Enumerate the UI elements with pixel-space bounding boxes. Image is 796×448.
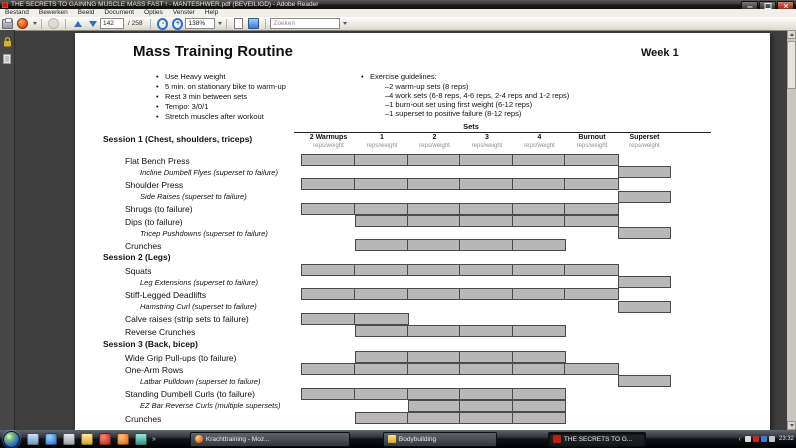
set-cell [407,288,462,300]
set-cell [354,313,410,325]
set-cell [459,412,515,424]
start-button[interactable] [3,431,20,448]
set-cell [459,203,515,215]
column-sublabel: reps/weight [576,143,608,149]
set-cell [354,363,410,375]
exercise-label: Dips (to failure) [125,216,183,227]
column-sublabel: reps/weight [313,143,344,149]
set-cell [512,412,567,424]
guideline-item: – 1 superset to positive failure (8-12 reps) [385,109,521,118]
column-sublabel: reps/weight [471,143,503,149]
next-page-icon[interactable] [87,19,98,29]
antivirus-icon[interactable] [99,433,111,445]
security-lock-icon[interactable] [2,36,12,47]
fit-page-icon[interactable] [233,19,244,29]
send-dropdown-icon[interactable] [33,22,37,25]
set-cell [459,288,515,300]
guideline-item: – 1 burn-out set using first weight (6-12 reps) [385,100,532,109]
set-cell [459,178,515,190]
send-collaborate-icon[interactable] [17,19,28,29]
set-cell [512,178,567,190]
set-cell [459,400,515,412]
taskbar-button[interactable] [190,432,350,447]
set-cell [355,325,409,337]
routine-bullet: • Rest 3 min between sets [165,92,247,101]
set-cell [459,215,515,227]
set-cell [512,363,567,375]
exercise-label: Squats [125,265,152,276]
firefox-icon [195,435,203,443]
zoom-in-icon[interactable]: + [172,19,183,29]
routine-bullet: • 5 min. on stationary bike to warm-up [165,82,286,91]
set-cell [459,154,515,166]
set-cell [407,325,462,337]
page-thumbnails-icon[interactable] [2,53,12,64]
set-cell [459,264,515,276]
column-sublabel: reps/weight [629,143,660,149]
taskbar-button-label: THE SECRETS TO G... [563,435,633,443]
exercise-label: Wide Grip Pull-ups (to failure) [125,352,237,363]
set-cell [459,388,515,400]
set-cell [512,351,567,363]
exercise-label: Shrugs (to failure) [125,204,193,215]
menu-document[interactable]: Document [104,9,135,16]
mail-icon[interactable] [81,433,93,445]
column-header: 1 [380,134,384,141]
sets-header: Sets [463,122,479,131]
fit-width-icon[interactable] [248,19,259,29]
set-cell [564,215,620,227]
guideline-item: – 2 warm-up sets (8 reps) [385,82,468,91]
scroll-down-icon[interactable] [787,421,796,430]
media-player-icon[interactable] [63,433,75,445]
set-cell [408,400,461,412]
set-cell [301,264,356,276]
set-cell [564,154,620,166]
navigation-sidebar [0,30,15,430]
task-buttons [158,432,649,447]
scrollbar-thumb[interactable] [787,41,796,89]
exercise-label: Stiff-Legged Deadlifts [125,289,207,300]
adobe-reader-icon [2,2,8,8]
column-sublabel: reps/weight [524,143,555,149]
set-cell [512,203,567,215]
session-title: Session 2 (Legs) [103,252,171,262]
week-label: Week 1 [641,47,679,59]
tray-icon-2[interactable] [753,436,759,442]
vertical-scrollbar[interactable] [787,30,796,430]
show-desktop-icon[interactable] [27,433,39,445]
column-header: Superset [629,134,660,141]
clock: 23:32 [778,436,794,442]
messenger-icon[interactable] [135,433,147,445]
pdf-icon [553,435,561,443]
exercise-label: Latbar Pulldown (superset to failure) [140,376,261,386]
pdf-page [75,33,770,430]
taskbar-button[interactable] [548,432,646,447]
session-title: Session 3 (Back, bicep) [103,339,198,349]
routine-bullet: • Use Heavy weight [165,72,225,81]
toolbar [0,17,796,31]
column-sublabel: reps/weight [419,143,450,149]
menu-bestand[interactable]: Bestand [5,9,29,16]
tray-icon-1[interactable] [745,436,751,442]
set-cell [512,288,567,300]
column-header: 2 [432,134,437,141]
title-bar [0,0,796,9]
set-cell [459,325,515,337]
search-dropdown-icon[interactable] [343,22,347,25]
set-cell [355,351,409,363]
set-cell [407,412,462,424]
menu-bewerken[interactable]: Bewerken [38,9,68,16]
print-icon[interactable] [2,19,13,29]
menu-beeld[interactable]: Beeld [77,9,95,16]
previous-view-icon[interactable] [48,19,59,29]
menu-venster[interactable]: Venster [172,9,195,16]
set-cell [301,203,356,215]
set-cell [355,412,409,424]
set-cell [512,154,567,166]
set-cell [512,400,567,412]
set-cell [301,288,356,300]
column-header: 4 [537,134,542,141]
column-sublabel: reps/weight [366,143,398,149]
quick-launch [24,433,150,445]
set-cell [618,227,671,239]
set-cell [407,239,462,251]
table-header-rule [294,132,711,133]
set-cell [618,375,671,387]
set-cell [407,203,462,215]
menu-opties[interactable]: Opties [144,9,163,16]
search-input[interactable]: Zoeken [270,18,340,29]
set-cell [407,154,462,166]
document-title: Mass Training Routine [133,43,294,60]
exercise-label: Reverse Crunches [125,326,196,337]
set-cell [618,191,671,203]
set-cell [354,203,410,215]
session-title: Session 1 (Chest, shoulders, triceps) [103,134,253,144]
set-cell [407,351,462,363]
set-cell [564,203,620,215]
exercise-label: Standing Dumbell Curls (to failure) [125,389,255,400]
exercise-label: Flat Bench Press [125,155,190,166]
exercise-label: Incline Dumbell Flyes (superset to failure) [140,167,278,177]
zoom-out-icon[interactable]: - [157,19,168,29]
volume-icon[interactable] [769,436,775,442]
routine-bullet: • Stretch muscles after workout [165,112,264,121]
set-cell [407,215,462,227]
guidelines-heading: • Exercise guidelines: [370,72,437,81]
exercise-label: One-Arm Rows [125,364,184,375]
tray-expand-icon[interactable]: ‹ [738,435,741,443]
set-cell [512,215,567,227]
set-cell [355,215,409,227]
page-number-input[interactable]: 142 [100,18,124,29]
taskbar-button-label: Bodybuilding [398,435,437,443]
set-cell [564,264,620,276]
column-header: 2 Warmups [309,134,348,141]
menu-help[interactable]: Help [204,9,219,16]
exercise-label: Shoulder Press [125,179,184,190]
page-count-label: / 258 [128,20,143,27]
exercise-label: Crunches [125,240,162,251]
exercise-label: Side Raises (superset to failure) [140,192,247,202]
window-title: THE SECRETS TO GAINING MUSCLE MASS FAST ! - MANTESHWER.pdf (BEVEILIGD) - Adobe Reader [11,1,319,8]
guideline-item: – 4 work sets (6-8 reps, 4-6 reps, 2-4 reps and 1-2 reps) [385,91,569,100]
set-cell [355,239,409,251]
set-cell [301,363,356,375]
browser-icon[interactable] [117,433,129,445]
set-cell [301,178,356,190]
set-cell [512,239,567,251]
set-cell [564,288,620,300]
taskbar [0,430,796,448]
tray-icon-3[interactable] [761,436,767,442]
set-cell [618,276,671,288]
exercise-label: Hamstring Curl (superset to failure) [140,302,257,312]
set-cell [354,388,410,400]
set-cell [354,178,410,190]
exercise-label: Calve raises (strip sets to failure) [125,314,249,325]
set-cell [354,264,410,276]
column-header: 3 [485,134,489,141]
set-cell [407,363,462,375]
set-cell [459,239,515,251]
zoom-level-input[interactable]: 138% [185,18,215,29]
set-cell [301,154,356,166]
taskbar-button-label: Krachttraining - Moz... [205,435,270,443]
exercise-label: EZ Bar Reverse Curls (multiple supersets) [140,401,281,411]
taskbar-button[interactable] [383,432,497,447]
set-cell [564,363,620,375]
set-cell [301,388,356,400]
column-header: Burnout [578,134,606,141]
folder-icon [388,435,396,443]
system-tray [737,432,794,446]
exercise-label: Leg Extensions (superset to failure) [140,277,258,287]
exercise-label: Crunches [125,413,162,424]
set-cell [459,363,515,375]
set-cell [618,166,671,178]
set-cell [354,154,410,166]
internet-explorer-icon[interactable] [45,433,57,445]
scroll-up-icon[interactable] [787,30,796,39]
set-cell [512,388,567,400]
set-cell [407,264,462,276]
quick-launch-expand-icon[interactable]: » [152,435,156,443]
set-cell [512,264,567,276]
zoom-dropdown-icon[interactable] [218,22,222,25]
previous-page-icon[interactable] [72,19,83,29]
set-cell [407,388,462,400]
set-cell [459,351,515,363]
set-cell [354,288,410,300]
exercise-label: Tricep Pushdowns (superset to failure) [140,228,268,238]
set-cell [564,178,620,190]
routine-bullet: • Tempo: 3/0/1 [165,102,208,111]
set-cell [512,325,567,337]
set-cell [301,313,356,325]
set-cell [618,301,671,313]
set-cell [407,178,462,190]
